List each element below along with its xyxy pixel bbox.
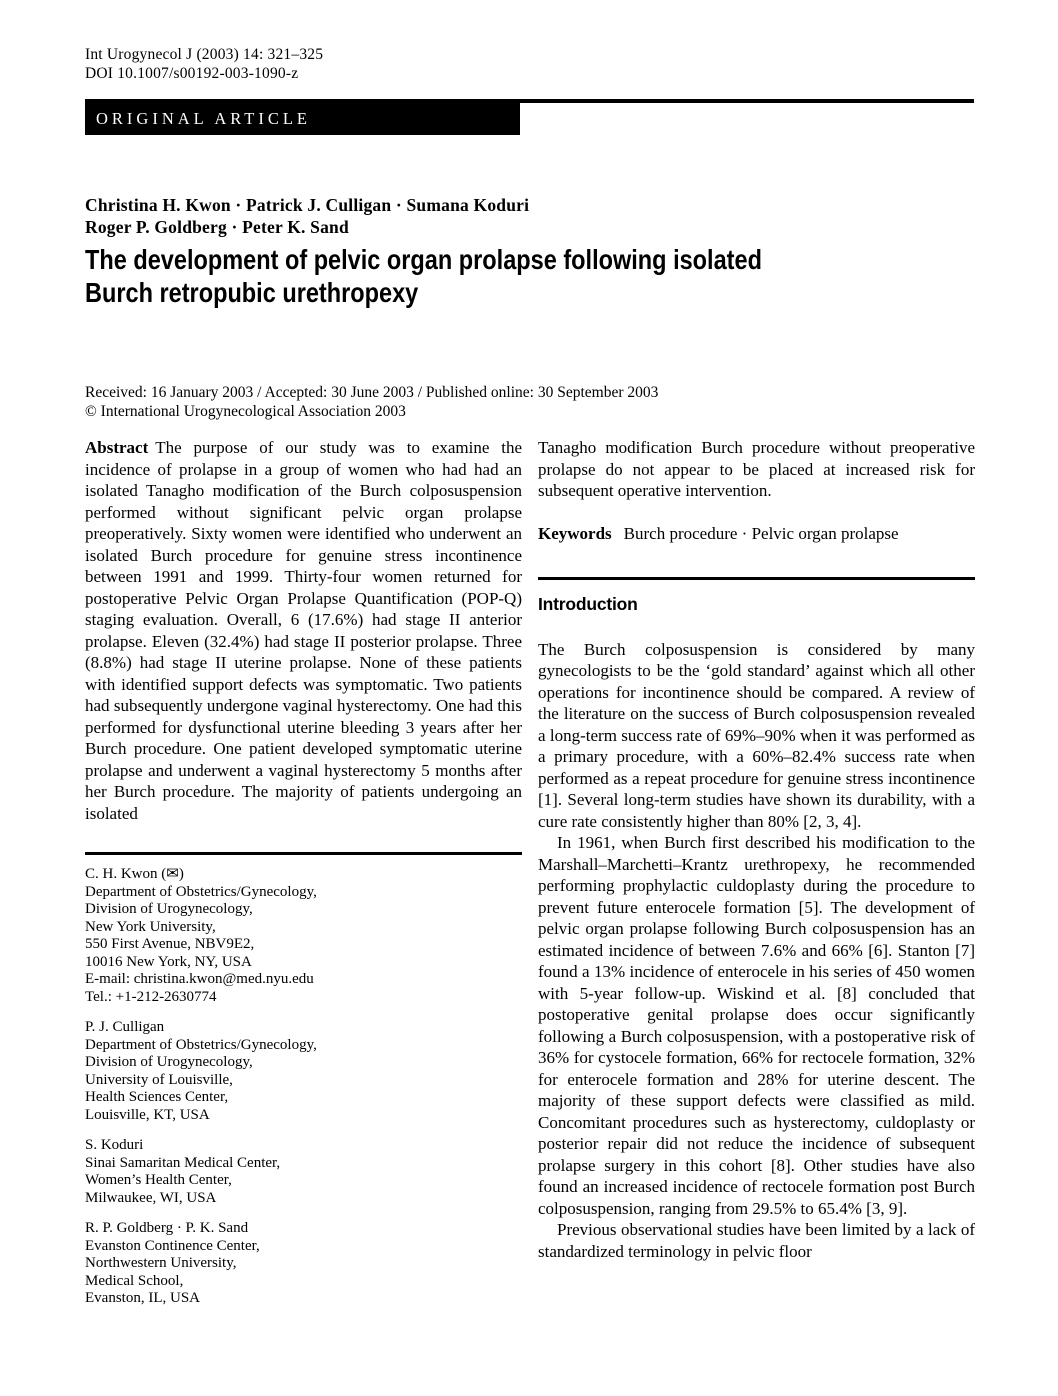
affiliation-line: University of Louisville, (85, 1071, 233, 1088)
keywords-text: Burch procedure · Pelvic organ prolapse (623, 523, 899, 543)
affiliation-email-line: E-mail: christina.kwon@med.nyu.edu (85, 971, 314, 987)
abstract-paragraph (85, 437, 522, 824)
title-line-1: The development of pelvic organ prolapse following isolated (85, 244, 762, 275)
affiliation-line: 10016 New York, NY, USA (85, 953, 252, 970)
affiliation-line: P. J. Culligan (85, 1019, 165, 1035)
section-divider-rule (538, 577, 975, 580)
affiliation-line: Health Sciences Center, (85, 1089, 229, 1105)
affiliation-line: Medical School, (85, 1272, 184, 1289)
affiliation-line: Department of Obstetrics/Gynecology, (85, 883, 317, 900)
introduction-paragraph-1: The Burch colposuspension is considered by many gynecologists to be the ‘gold standard’ against which all other operations for incontinence should be compared. A review of the literature on the success of Burch colposuspension revealed a long-term success rate of 69%–90% when it was performed as a primary procedure, with a 60%–82.4% success rate when performed as a repeat procedure for genuine stress incontinence [1]. Several long-term studies have shown its durability, with a cure rate consistently higher than 80% [2, 3, 4]. (538, 639, 975, 831)
affiliation-line: Division of Urogynecology, (85, 901, 253, 917)
affiliation-block-kwon (85, 866, 522, 1006)
affiliation-line: R. P. Goldberg · P. K. Sand (85, 1220, 249, 1236)
affiliation-line: Northwestern University, (85, 1255, 237, 1271)
author-line-1: Christina H. Kwon · Patrick J. Culligan · Sumana Koduri (85, 195, 530, 215)
affiliation-line: Evanston, IL, USA (85, 1290, 200, 1306)
affiliation-block-culligan (85, 1019, 522, 1124)
affiliation-line: Evanston Continence Center, (85, 1237, 260, 1254)
keywords-label: Keywords (538, 523, 612, 543)
article-type-label: ORIGINAL ARTICLE (96, 109, 312, 128)
right-column (538, 437, 975, 1262)
abstract-label: Abstract (85, 438, 149, 457)
introduction-paragraph-3: Previous observational studies have been limited by a lack of standardized terminology in pelvic floor (538, 1220, 975, 1261)
article-type-banner (85, 103, 520, 135)
introduction-paragraph-2: In 1961, when Burch first described his modification to the Marshall–Marchetti–Krantz urethropexy, he recommended performing prophylactic culdoplasty during the procedure to prevent future enterocele formation [5]. The development of pelvic organ prolapse following Burch colposuspension has an estimated incidence of between 7.6% and 66% [6]. Stanton [7] found a 13% incidence of enterocele in his series of 450 women with 5-year follow-up. Wiskind et al. [8] concluded that postoperative genital prolapse does occur significantly following a Burch colposuspension, with a postoperative risk of 36% for cystocele formation, 66% for rectocele formation, 32% for enterocele formation and 28% for uterine descent. The majority of these support defects were classified as mild. Concomitant procedures such as hysterectomy, culdoplasty or posterior repair did not reduce the incidence of subsequent prolapse surgery in this cohort [8]. Other studies have also found an increased incidence of rectocele formation post Burch colposuspension, ranging from 29.5% to 65.4% [3, 9]. (538, 833, 975, 1218)
author-list (85, 194, 529, 238)
affiliation-line: Milwaukee, WI, USA (85, 1189, 217, 1206)
affiliation-line: 550 First Avenue, NBV9E2, (85, 936, 255, 952)
journal-doi: DOI 10.1007/s00192-003-1090-z (85, 64, 299, 82)
journal-citation: Int Urogynecol J (2003) 14: 321–325 (85, 46, 324, 63)
affiliation-line: Division of Urogynecology, (85, 1054, 253, 1070)
received-accepted-line: Received: 16 January 2003 / Accepted: 30 June 2003 / Published online: 30 September 2003 (85, 384, 659, 401)
affiliation-phone-line: Tel.: +1-212-2630774 (85, 988, 217, 1005)
affiliation-line: S. Koduri (85, 1137, 144, 1153)
keywords-line (538, 523, 975, 545)
journal-masthead (85, 46, 323, 83)
author-line-2: Roger P. Goldberg · Peter K. Sand (85, 217, 349, 237)
affiliation-line: C. H. Kwon (✉) (85, 866, 184, 882)
article-title (85, 243, 762, 309)
affiliation-block-koduri (85, 1137, 522, 1207)
abstract-continued-paragraph: Tanagho modification Burch procedure without preoperative prolapse do not appear to be placed at increased risk for subsequent operative intervention. (538, 438, 975, 500)
author-affiliations (85, 852, 522, 1321)
affiliation-line: Department of Obstetrics/Gynecology, (85, 1036, 317, 1053)
affiliation-line: Sinai Samaritan Medical Center, (85, 1154, 281, 1171)
article-history (85, 384, 658, 421)
affiliation-block-goldberg-sand (85, 1220, 522, 1308)
affiliation-line: New York University, (85, 918, 216, 935)
abstract-text: The purpose of our study was to examine the incidence of prolapse in a group of women who had had an isolated Tanagho modification of the Burch colposuspension performed without significant pelvic organ prolapse preoperatively. Sixty women were identified who underwent an isolated Burch procedure for genuine stress incontinence between 1991 and 1999. Thirty-four women returned for postoperative Pelvic Organ Prolapse Quantification (POP-Q) staging evaluation. Overall, 6 (17.6%) had stage II anterior prolapse. Eleven (32.4%) had stage II posterior prolapse. Three (8.8%) had stage II uterine prolapse. None of these patients with identified support defects was symptomatic. Two patients had subsequently undergone vaginal hysterectomy. One had this performed for dysfunctional uterine bleeding 3 years after her Burch procedure. One patient developed symptomatic uterine prolapse and underwent a vaginal hysterectomy 5 months after her Burch procedure. The majority of patients undergoing an isolated (85, 438, 522, 823)
affiliation-line: Louisville, KT, USA (85, 1106, 210, 1123)
copyright-line: © International Urogynecological Association 2003 (85, 402, 406, 420)
title-line-2: Burch retropubic urethropexy (85, 277, 419, 308)
affiliation-line: Women’s Health Center, (85, 1172, 232, 1188)
section-heading-introduction: Introduction (538, 593, 638, 614)
left-column (85, 437, 522, 824)
